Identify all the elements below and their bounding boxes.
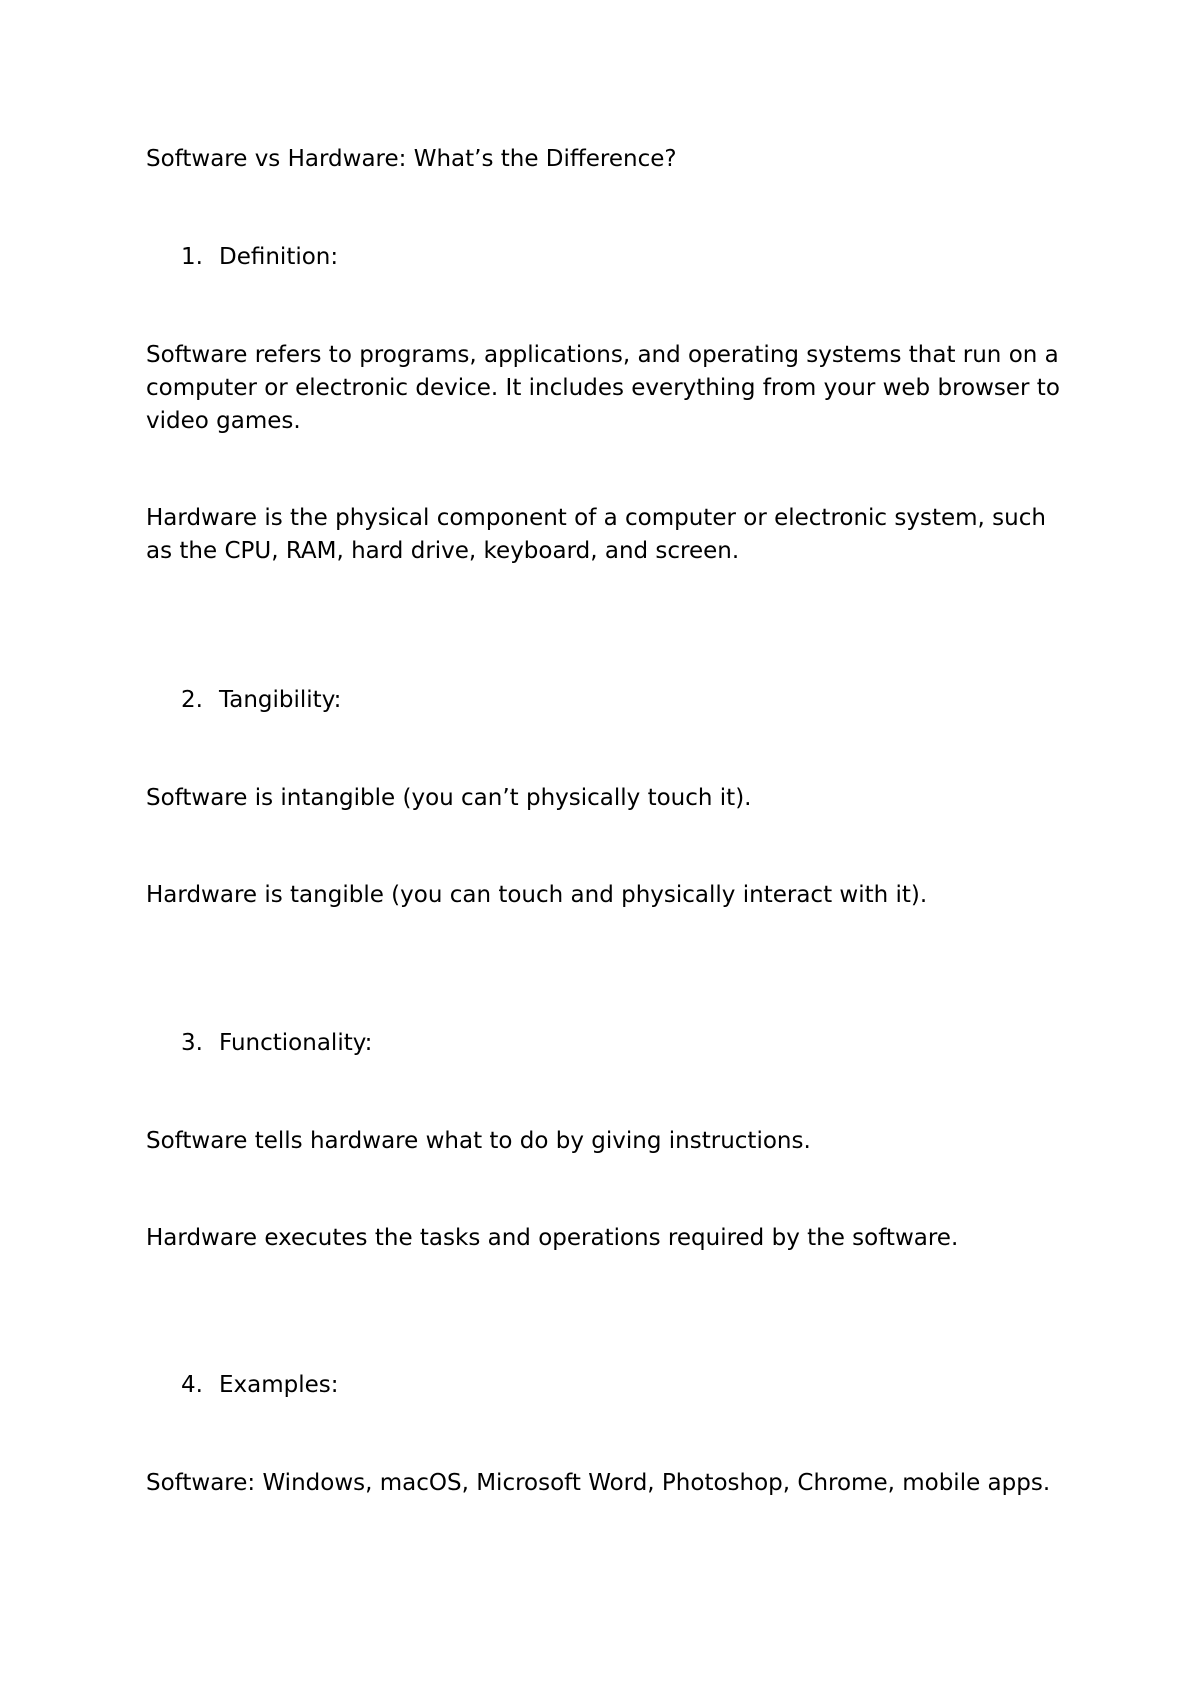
section-number: 1. — [181, 244, 203, 270]
paragraph-software-definition: Software refers to programs, applications, and operating systems that run on a computer or electronic device. It includes everything from your web browser to video games. — [146, 342, 1060, 434]
section-heading-label: Functionality: — [219, 1030, 373, 1056]
section-number: 2. — [181, 687, 203, 713]
paragraph-hardware-tangibility: Hardware is tangible (you can touch and physically interact with it). — [146, 882, 928, 908]
paragraph-software-tangibility: Software is intangible (you can’t physically touch it). — [146, 785, 752, 811]
paragraph-software-functionality: Software tells hardware what to do by giving instructions. — [146, 1128, 811, 1154]
paragraph-hardware-functionality: Hardware executes the tasks and operations required by the software. — [146, 1225, 959, 1251]
section-heading-functionality — [181, 1027, 372, 1060]
section-heading-definition — [181, 241, 338, 274]
section-number: 4. — [181, 1372, 203, 1398]
section-heading-label: Examples: — [219, 1372, 339, 1398]
section-heading-label: Tangibility: — [219, 687, 342, 713]
section-heading-tangibility — [181, 684, 341, 717]
section-heading-examples — [181, 1369, 339, 1402]
section-number: 3. — [181, 1030, 203, 1056]
section-heading-label: Definition: — [219, 244, 339, 270]
paragraph-software-examples: Software: Windows, macOS, Microsoft Word, Photoshop, Chrome, mobile apps. — [146, 1470, 1051, 1496]
paragraph-hardware-definition: Hardware is the physical component of a computer or electronic system, such as the CPU, RAM, hard drive, keyboard, and screen. — [146, 505, 1046, 564]
document-title: Software vs Hardware: What’s the Difference? — [146, 146, 677, 172]
